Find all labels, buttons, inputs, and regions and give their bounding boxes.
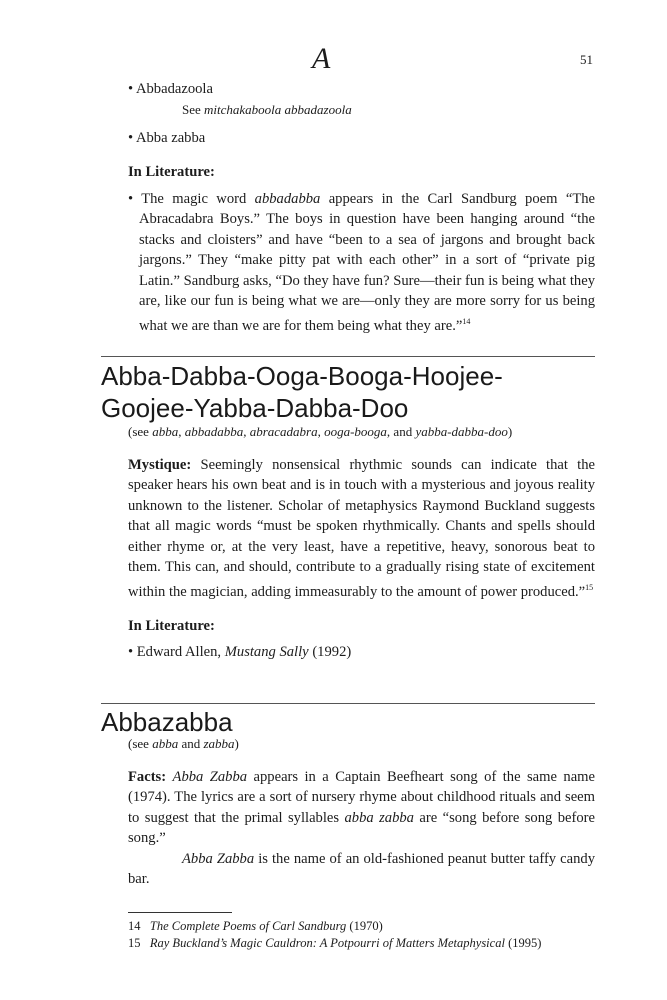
literature-section	[128, 162, 595, 336]
entry-body	[128, 734, 595, 890]
section-label: In Literature:	[128, 617, 215, 634]
footnote-ref: 15	[585, 582, 594, 592]
top-list	[128, 79, 595, 149]
entry-body	[128, 422, 595, 663]
entry-heading: Abbazabba	[101, 707, 233, 737]
footnote: 14 The Complete Poems of Carl Sandburg (1970)	[128, 919, 383, 933]
section-label: In Literature:	[128, 164, 215, 180]
facts-paragraph: Abba Zabba is the name of an old-fashioned peanut butter taffy candy bar.	[128, 850, 595, 887]
section-divider	[101, 356, 595, 357]
mystique-paragraph: Mystique: Seemingly nonsensical rhythmic sounds can indicate that the speaker hears his own beat and is in touch with a mysterious and joyous reality unknown to the listener. Scholar of metaphysics Raymond Buckland suggests that all magic words “must be spoken rhythmically. Chants and spells should either rhyme or, at the very least, have a repetitive, heavy, sonorous beat to them. This can, and should, contribute to a gradually rising state of excitement within the magician, adding immeasurably to the amount of power produced.”$^{15}$	[128, 456, 595, 600]
page-number: 51	[580, 52, 593, 67]
footnote: 15 Ray Buckland’s Magic Cauldron: A Potpourri of Matters Metaphysical (1995)	[128, 936, 542, 950]
facts-paragraph: Facts: Abba Zabba appears in a Captain Beefheart song of the same name (1974). The lyrics are a sort of nursery rhyme about childhood rituals and seem to suggest that the primal syllables abba zabba are “song before song before song.”	[128, 768, 596, 846]
see-also: (see abba, abbadabba, abracadabra, ooga-booga, and yabba-dabba-doo)	[128, 424, 513, 439]
list-item: • Abba zabba	[128, 128, 595, 149]
footnotes	[128, 918, 595, 952]
entry-heading: Abba-Dabba-Ooga-Booga-Hoojee- Goojee-Yabba-Dabba-Doo	[101, 361, 503, 423]
literature-item: • The magic word abbadabba appears in the Carl Sandburg poem “The Abracadabra Boys.” The boys in question have been hanging around “the stacks and cloisters” and have “been to a sea of jargons and brought back jargons.” They “make pitty pat with each other” in a sort of “private pig Latin.” Sandburg asks, “Do they have fun? Sure—their fun is being what they are, like our fun is being what we are—only they are more sorry for us being what we are than we are for them being what they are.”$^{14}$	[128, 189, 595, 336]
list-item: • Abbadazoola	[128, 79, 595, 100]
see-also: (see abba and zabba)	[128, 736, 239, 751]
section-divider	[101, 703, 595, 704]
footnote-divider	[128, 912, 232, 913]
see-reference: See mitchakaboola abbadazoola	[182, 101, 352, 117]
literature-item: • Edward Allen, Mustang Sally (1992)	[128, 642, 595, 663]
chapter-letter-emblem: A	[312, 42, 331, 75]
footnote-ref: 14	[462, 316, 471, 326]
